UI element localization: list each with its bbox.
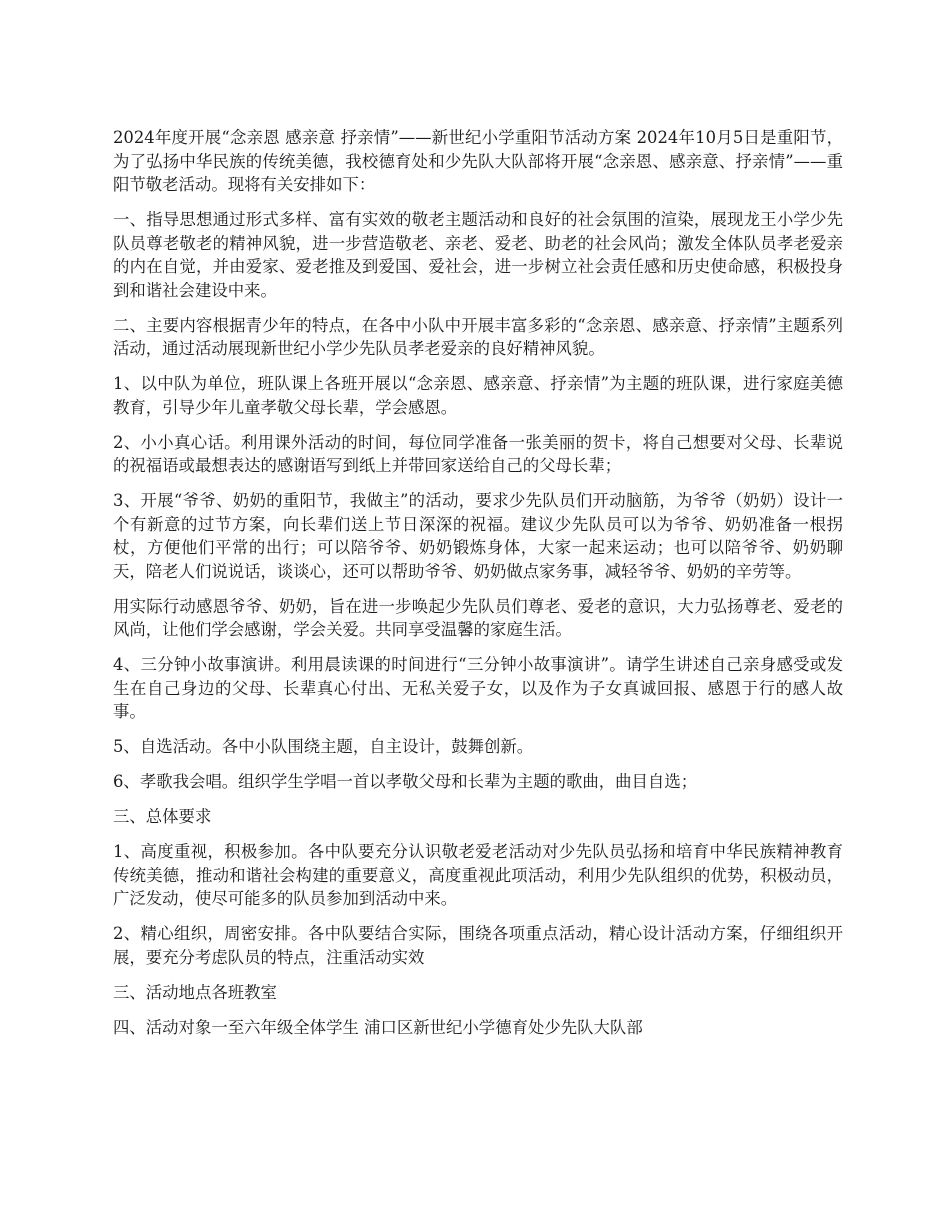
requirement-item-1: 1、高度重视，积极参加。各中队要充分认识敬老爱老活动对少先队员弘扬和培育中华民族精神教育传统美德，推动和谐社会构建的重要意义，高度重视此项活动，利用少先队组织的优势，积极动员，广泛发动，使尽可能多的队员参加到活动中来。 [113, 842, 843, 908]
content-item-2: 2、小小真心话。利用课外活动的时间，每位同学准备一张美丽的贺卡，将自己想要对父母、长辈说的祝福语或最想表达的感谢语写到纸上并带回家送给自己的父母长辈； [113, 432, 843, 475]
section-main-content: 二、主要内容根据青少年的特点，在各中小队中开展丰富多彩的“念亲恩、感亲意、抒亲情”主题系列活动，通过活动展现新世纪小学少先队员孝老爱亲的良好精神风貌。 [113, 315, 843, 358]
section-location: 三、活动地点各班教室 [113, 982, 277, 1002]
content-item-5: 5、自选活动。各中小队围绕主题，自主设计，鼓舞创新。 [113, 737, 534, 756]
content-item-4: 4、三分钟小故事演讲。利用晨读课的时间进行“三分钟小故事演讲”。请学生讲述自己亲身感受或发生在自己身边的父母、长辈真心付出、无私关爱子女，以及作为子女真诚回报、感恩于行的感人故事。 [113, 655, 843, 721]
content-item-3-continued: 用实际行动感恩爷爷、奶奶，旨在进一步唤起少先队员们尊老、爱老的意识，大力弘扬尊老、爱老的风尚，让他们学会感谢，学会关爱。共同享受温馨的家庭生活。 [113, 596, 843, 639]
section-participants: 四、活动对象一至六年级全体学生 浦口区新世纪小学德育处少先队大队部 [113, 1017, 643, 1037]
requirement-item-2: 2、精心组织，周密安排。各中队要结合实际，围绕各项重点活动，精心设计活动方案，仔细组织开展，要充分考虑队员的特点，注重活动实效 [113, 924, 843, 967]
intro-paragraph: 2024年度开展“念亲恩 感亲意 抒亲情”——新世纪小学重阳节活动方案 2024年10月5日是重阳节，为了弘扬中华民族的传统美德，我校德育处和少先队大队部将开展“念亲恩、感亲意、抒亲情”——重阳节敬老活动。现将有关安排如下： [113, 128, 843, 194]
section-guiding-ideology: 一、指导思想通过形式多样、富有实效的敬老主题活动和良好的社会氛围的渲染，展现龙王小学少先队员尊老敬老的精神风貌，进一步营造敬老、亲老、爱老、助老的社会风尚；激发全体队员孝老爱亲的内在自觉，并由爱家、爱老推及到爱国、爱社会，进一步树立社会责任感和历史使命感，积极投身到和谐社会建设中来。 [113, 210, 843, 300]
section-general-requirements: 三、总体要求 [113, 807, 212, 826]
content-item-6: 6、孝歌我会唱。组织学生学唱一首以孝敬父母和长辈为主题的歌曲，曲目自选； [113, 772, 698, 791]
document-body [113, 126, 843, 1051]
content-item-3: 3、开展“爷爷、奶奶的重阳节，我做主”的活动，要求少先队员们开动脑筋，为爷爷（奶奶）设计一个有新意的过节方案，向长辈们送上节日深深的祝福。建议少先队员可以为爷爷、奶奶准备一根拐杖，方便他们平常的出行；可以陪爷爷、奶奶锻炼身体，大家一起来运动；也可以陪爷爷、奶奶聊天，陪老人们说说话，谈谈心，还可以帮助爷爷、奶奶做点家务事，减轻爷爷、奶奶的辛劳等。 [113, 491, 843, 581]
content-item-1: 1、以中队为单位，班队课上各班开展以“念亲恩、感亲意、抒亲情”为主题的班队课，进行家庭美德教育，引导少年儿童孝敬父母长辈，学会感恩。 [113, 374, 843, 417]
